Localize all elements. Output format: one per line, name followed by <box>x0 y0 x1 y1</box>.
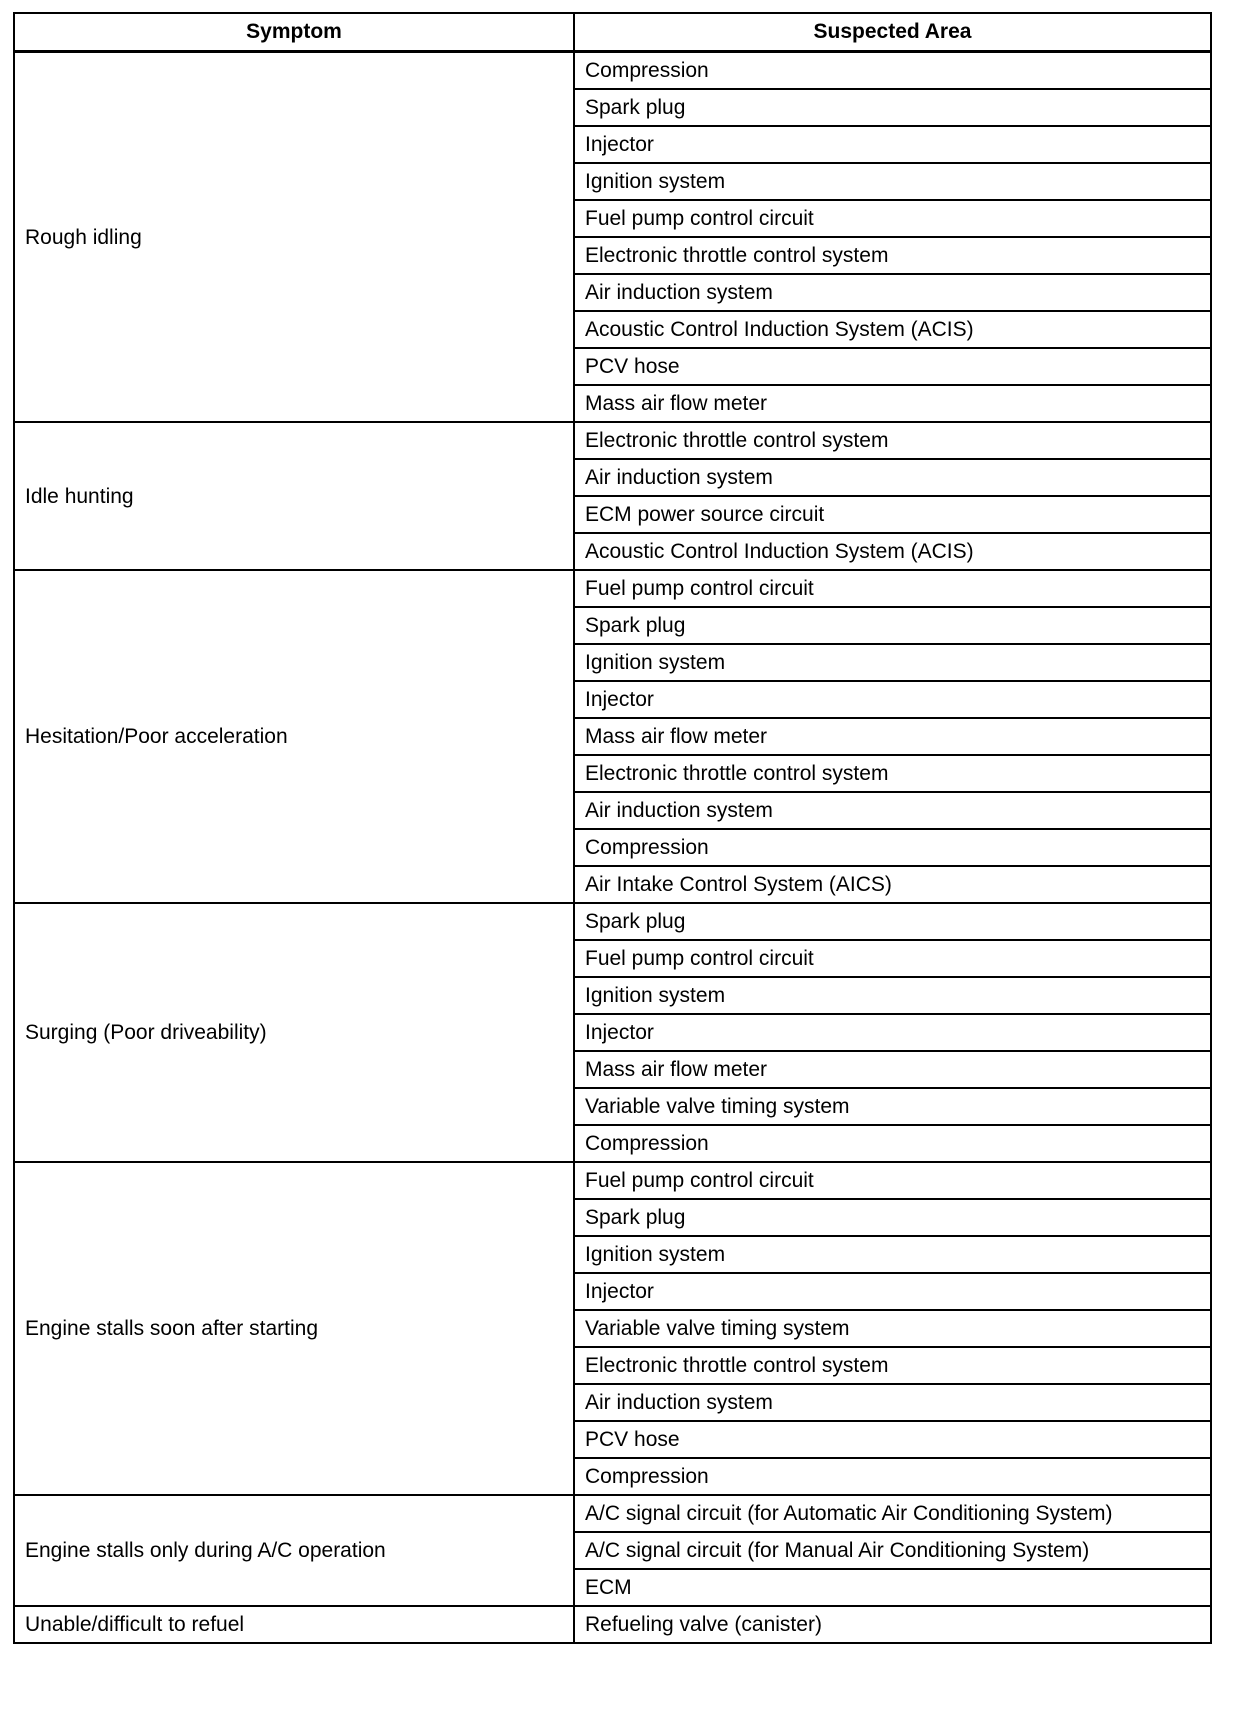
suspected-area-cell: PCV hose <box>574 1421 1211 1458</box>
table-row <box>14 1606 1211 1643</box>
suspected-area-cell: ECM power source circuit <box>574 496 1211 533</box>
table-row <box>14 570 1211 607</box>
suspected-area-cell: Compression <box>574 52 1211 90</box>
suspected-area-cell: Refueling valve (canister) <box>574 1606 1211 1643</box>
table-row <box>14 1495 1211 1532</box>
suspected-area-cell: Ignition system <box>574 977 1211 1014</box>
suspected-area-cell: Acoustic Control Induction System (ACIS) <box>574 533 1211 570</box>
symptom-cell: Engine stalls soon after starting <box>14 1162 574 1495</box>
suspected-area-cell: Spark plug <box>574 89 1211 126</box>
suspected-area-cell: Injector <box>574 1014 1211 1051</box>
suspected-area-cell: Electronic throttle control system <box>574 237 1211 274</box>
suspected-area-cell: Variable valve timing system <box>574 1088 1211 1125</box>
suspected-area-cell: Air induction system <box>574 274 1211 311</box>
symptom-cell: Hesitation/Poor acceleration <box>14 570 574 903</box>
suspected-area-cell: Air induction system <box>574 1384 1211 1421</box>
suspected-area-cell: Spark plug <box>574 903 1211 940</box>
suspected-area-cell: Electronic throttle control system <box>574 1347 1211 1384</box>
suspected-area-cell: Fuel pump control circuit <box>574 570 1211 607</box>
table-row <box>14 903 1211 940</box>
suspected-area-cell: Air induction system <box>574 459 1211 496</box>
suspected-area-cell: PCV hose <box>574 348 1211 385</box>
suspected-area-cell: Ignition system <box>574 1236 1211 1273</box>
suspected-area-cell: ECM <box>574 1569 1211 1606</box>
suspected-area-cell: Air induction system <box>574 792 1211 829</box>
symptom-column-header: Symptom <box>14 13 574 52</box>
table-row <box>14 52 1211 90</box>
suspected-area-cell: Injector <box>574 1273 1211 1310</box>
suspected-area-column-header: Suspected Area <box>574 13 1211 52</box>
suspected-area-cell: Fuel pump control circuit <box>574 200 1211 237</box>
symptom-cell: Unable/difficult to refuel <box>14 1606 574 1643</box>
suspected-area-cell: Variable valve timing system <box>574 1310 1211 1347</box>
suspected-area-cell: Ignition system <box>574 163 1211 200</box>
suspected-area-cell: Electronic throttle control system <box>574 422 1211 459</box>
suspected-area-cell: Acoustic Control Induction System (ACIS) <box>574 311 1211 348</box>
suspected-area-cell: Fuel pump control circuit <box>574 940 1211 977</box>
symptom-cell: Idle hunting <box>14 422 574 570</box>
header-row <box>14 13 1211 52</box>
suspected-area-cell: Spark plug <box>574 1199 1211 1236</box>
symptom-cell: Rough idling <box>14 52 574 423</box>
suspected-area-cell: Mass air flow meter <box>574 718 1211 755</box>
suspected-area-cell: Compression <box>574 829 1211 866</box>
suspected-area-cell: Compression <box>574 1125 1211 1162</box>
table-row <box>14 422 1211 459</box>
symptom-cell: Surging (Poor driveability) <box>14 903 574 1162</box>
suspected-area-cell: Ignition system <box>574 644 1211 681</box>
suspected-area-cell: Compression <box>574 1458 1211 1495</box>
suspected-area-cell: Air Intake Control System (AICS) <box>574 866 1211 903</box>
suspected-area-cell: Electronic throttle control system <box>574 755 1211 792</box>
suspected-area-cell: Injector <box>574 126 1211 163</box>
suspected-area-cell: Mass air flow meter <box>574 385 1211 422</box>
suspected-area-cell: Spark plug <box>574 607 1211 644</box>
suspected-area-cell: Injector <box>574 681 1211 718</box>
table-row <box>14 1162 1211 1199</box>
symptom-table <box>13 12 1212 1644</box>
suspected-area-cell: Fuel pump control circuit <box>574 1162 1211 1199</box>
table-header <box>14 13 1211 52</box>
symptom-cell: Engine stalls only during A/C operation <box>14 1495 574 1606</box>
suspected-area-cell: A/C signal circuit (for Automatic Air Conditioning System) <box>574 1495 1211 1532</box>
suspected-area-cell: A/C signal circuit (for Manual Air Conditioning System) <box>574 1532 1211 1569</box>
table-body <box>14 52 1211 1644</box>
suspected-area-cell: Mass air flow meter <box>574 1051 1211 1088</box>
